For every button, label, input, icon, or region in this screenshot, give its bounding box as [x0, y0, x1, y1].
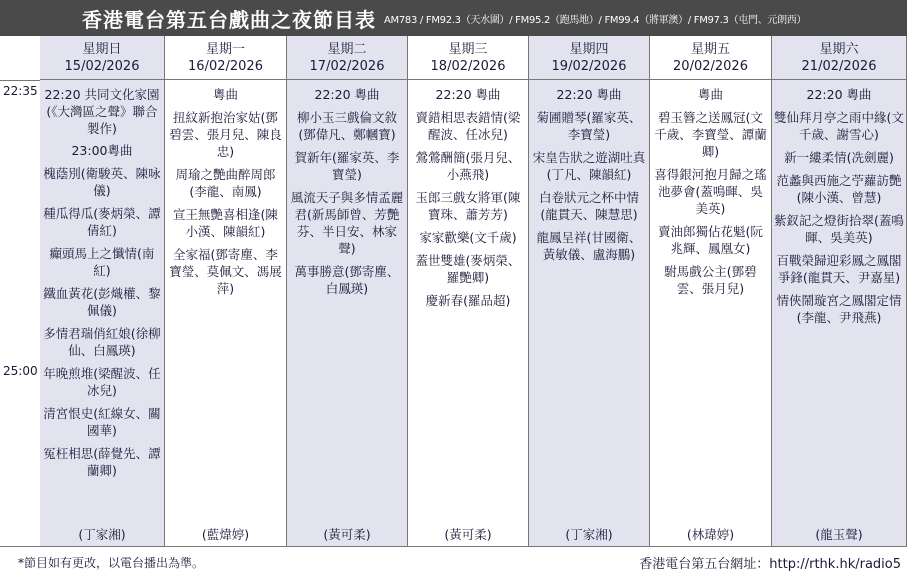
- program-item: 白卷狀元之杯中情(龍貫天、陳慧思): [538, 190, 639, 222]
- day-column: [287, 36, 408, 546]
- program-item: 宋皇告狀之遊湖吐真(丁凡、陳韻紅): [532, 150, 646, 182]
- day-programs: [650, 86, 771, 551]
- program-item: 碧玉簪之送鳳冠(文千歲、李寶瑩、譚蘭卿): [654, 110, 767, 159]
- day-column: [408, 36, 529, 546]
- host-name: (丁家湘): [78, 527, 126, 542]
- program-item: 全家福(鄧寄塵、李寶瑩、莫佩文、馮展萍): [169, 247, 282, 296]
- host-name: (龍玉聲): [815, 527, 863, 542]
- day-header: [650, 36, 771, 80]
- weekday-label: 星期日: [82, 42, 122, 57]
- host-name: (藍煒婷): [201, 527, 250, 542]
- day-programs: [529, 86, 649, 551]
- day-header: [287, 36, 407, 80]
- program-item: 龍鳳呈祥(甘國衛、黃敏儀、盧海鵬): [536, 230, 642, 262]
- opening-slot: 22:20 粵曲: [806, 87, 872, 102]
- program-item: 風流天子與多情孟麗君(新馬師曾、芳艷芬、半日安、林家聲): [290, 190, 404, 256]
- day-column: [40, 36, 165, 546]
- time-label-start: 22:35: [3, 84, 38, 98]
- program-item: 雙仙拜月亭之雨中緣(文千歲、謝雪心): [774, 110, 904, 142]
- host-name: (林瑋婷): [686, 527, 735, 542]
- program-item: 喜得銀河抱月歸之瑤池夢會(蓋鳴暉、吳美英): [654, 167, 767, 216]
- opening-slot: 粵曲: [212, 87, 238, 102]
- opening-slot: 22:20 粵曲: [314, 87, 380, 102]
- program-item: 宣王無艷喜相逢(陳小漢、陳韻紅): [173, 207, 278, 239]
- program-item: 柳小玉三戲倫文敘(鄧偉凡、鄭幗寶): [296, 110, 397, 142]
- day-header: [408, 36, 528, 80]
- program-item: 槐蔭別(衛駿英、陳咏儀): [43, 166, 161, 198]
- program-item: 賣油郎獨佔花魁(阮兆輝、鳳凰女): [658, 224, 763, 256]
- date-label: 20/02/2026: [673, 59, 748, 74]
- time-label-end: 25:00: [3, 364, 38, 378]
- host-name: (黃可柔): [444, 527, 492, 542]
- day-header: [772, 36, 906, 80]
- program-item: 扭紋新抱治家姑(鄧碧雲、張月兒、陳良忠): [169, 110, 282, 159]
- date-label: 19/02/2026: [551, 59, 627, 74]
- program-item: 玉郎三戲女將軍(陳寶珠、蕭芳芳): [415, 190, 521, 222]
- day-programs: [165, 86, 286, 551]
- date-label: 21/02/2026: [801, 59, 877, 74]
- date-label: 18/02/2026: [430, 59, 506, 74]
- day-header: [529, 36, 649, 80]
- program-item: 鐵血黃花(彭熾權、黎佩儀): [43, 286, 161, 318]
- frequency-list: AM783 / FM92.3（天水圍）/ FM95.2（跑馬地）/ FM99.4（將軍澳）/ FM97.3（屯門、元朗西）: [384, 14, 807, 26]
- host-name: (黃可柔): [323, 527, 371, 542]
- day-column: [529, 36, 650, 546]
- weekday-label: 星期一: [205, 42, 245, 57]
- program-item: 癲頭馬上之懺情(南紅): [49, 246, 155, 278]
- page-header: [0, 0, 907, 36]
- page-title: 香港電台第五台戲曲之夜節目表: [82, 7, 376, 32]
- program-item: 菊圃贈琴(羅家英、李寶瑩): [536, 110, 642, 142]
- program-item: 清宮恨史(紅線女、關國華): [43, 406, 161, 438]
- program-item: 冤枉相思(薛覺先、譚蘭卿): [43, 446, 161, 478]
- date-label: 17/02/2026: [309, 59, 385, 74]
- page-footer: [0, 546, 907, 577]
- program-item: 家家歡樂(文千歲): [419, 230, 517, 245]
- opening-slot: 粵曲: [697, 87, 723, 102]
- program-item: 駙馬戲公主(鄧碧雲、張月兒): [664, 264, 757, 296]
- day-programs: [40, 86, 164, 551]
- program-item: 年晚煎堆(梁醒波、任冰兒): [43, 366, 161, 398]
- second-time-slot: 23:00粵曲: [71, 143, 133, 158]
- program-item: 賣錯相思表錯情(梁醒波、任冰兒): [415, 110, 521, 142]
- footer-url[interactable]: 香港電台第五台網址：http://rthk.hk/radio5: [639, 556, 901, 572]
- weekday-label: 星期四: [569, 42, 609, 57]
- weekday-label: 星期六: [819, 42, 859, 57]
- day-programs: [408, 86, 528, 551]
- opening-slot: 22:20 粵曲: [556, 87, 622, 102]
- day-column: [772, 36, 907, 546]
- weekday-label: 星期二: [327, 42, 367, 57]
- footer-note: *節目如有更改，以電台播出為準。: [18, 555, 205, 570]
- day-header: [165, 36, 286, 80]
- program-item: 多情君瑞俏紅娘(徐柳仙、白鳳瑛): [43, 326, 161, 358]
- program-item: 慶新春(羅品超): [425, 293, 511, 308]
- program-item: 范蠡與西施之苧蘿訪艷(陳小漢、曾慧): [776, 173, 902, 205]
- program-item: 鶯鶯酬簡(張月兒、小燕飛): [415, 150, 521, 182]
- program-item: 紫釵記之燈街拾翠(蓋鳴暉、吳美英): [774, 213, 904, 245]
- program-item: 百戰榮歸迎彩鳳之鳳閣爭鋒(龍貫天、尹嘉星): [776, 253, 902, 285]
- program-item: 種瓜得瓜(麥炳榮、譚倩紅): [43, 206, 161, 238]
- day-column: [650, 36, 772, 546]
- day-programs: [772, 86, 906, 551]
- program-item: 周瑜之艷曲醉周郎(李龍、南鳳): [175, 167, 276, 199]
- day-column: [165, 36, 287, 546]
- opening-slot: 22:20 共同文化家園(《大灣區之聲》聯合製作): [44, 87, 160, 136]
- day-header: [40, 36, 164, 80]
- weekday-label: 星期三: [448, 42, 488, 57]
- program-item: 情俠鬧璇宮之鳳閣定情(李龍、尹飛燕): [776, 293, 902, 325]
- time-column: [0, 36, 41, 546]
- program-item: 新一縷柔情(冼劍麗): [784, 150, 894, 165]
- program-item: 賀新年(羅家英、李寶瑩): [294, 150, 400, 182]
- day-programs: [287, 86, 407, 551]
- host-name: (丁家湘): [565, 527, 613, 542]
- date-label: 16/02/2026: [188, 59, 263, 74]
- opening-slot: 22:20 粵曲: [435, 87, 501, 102]
- schedule-grid: [0, 36, 907, 546]
- date-label: 15/02/2026: [64, 59, 140, 74]
- program-item: 萬事勝意(鄧寄塵、白鳳瑛): [294, 264, 400, 296]
- program-item: 蓋世雙雄(麥炳榮、羅艷卿): [415, 253, 521, 285]
- divider: [0, 80, 40, 81]
- weekday-label: 星期五: [690, 42, 730, 57]
